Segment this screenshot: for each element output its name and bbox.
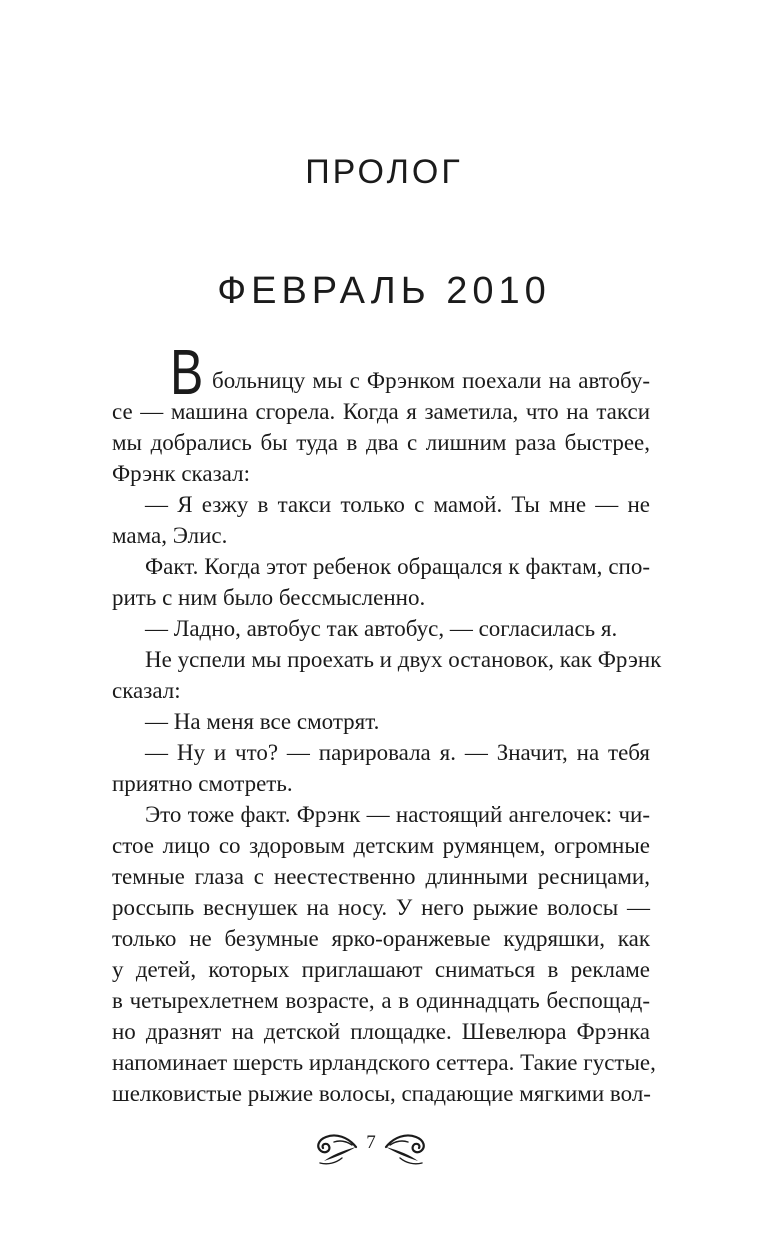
text-line: шелковистые рыжие волосы, спадающие мягкими вол-: [112, 1081, 651, 1106]
text-line: се — машина сгорела. Когда я заметила, что на такси: [112, 399, 650, 424]
text-line: темные глаза с неестественно длинными ресницами,: [112, 864, 650, 889]
section-title: ПРОЛОГ: [305, 153, 463, 191]
text-line: но дразнят на детской площадке. Шевелюра Фрэнка: [112, 1019, 650, 1044]
text-line: — Я езжу в такси только с мамой. Ты мне — не: [145, 492, 650, 517]
text-line: больницу мы с Фрэнком поехали на автобу-: [212, 368, 650, 393]
text-line: мама, Элис.: [112, 523, 228, 548]
page-number: 7: [366, 1132, 376, 1153]
text-line: россыпь веснушек на носу. У него рыжие волосы —: [112, 895, 650, 920]
chapter-title: ФЕВРАЛЬ 2010: [217, 270, 551, 312]
text-line: сказал:: [112, 678, 181, 703]
text-line: — На меня все смотрят.: [145, 709, 380, 734]
drop-cap: В: [170, 336, 204, 408]
text-line: мы добрались бы туда в два с лишним раза быстрее,: [112, 430, 650, 455]
text-line: Фрэнк сказал:: [112, 461, 250, 486]
text-line: Не успели мы проехать и двух остановок, как Фрэнк: [145, 647, 662, 672]
text-line: рить с ним было бессмысленно.: [112, 585, 426, 610]
text-line: стое лицо со здоровым детским румянцем, огромные: [112, 833, 650, 858]
text-line: у детей, которых приглашают сниматься в рекламе: [112, 957, 650, 982]
text-line: напоминает шерсть ирландского сеттера. Такие густые,: [112, 1050, 656, 1075]
text-line: — Ладно, автобус так автобус, — согласилась я.: [145, 616, 618, 641]
text-line: в четырехлетнем возрасте, а в одиннадцать беспощад-: [112, 988, 650, 1013]
text-line: Это тоже факт. Фрэнк — настоящий ангелочек: чи-: [145, 802, 650, 827]
text-line: — Ну и что? — парировала я. — Значит, на тебя: [145, 740, 650, 765]
flourish-right-icon: [384, 1127, 430, 1172]
text-line: только не безумные ярко-оранжевые кудряшки, как: [112, 926, 650, 951]
text-line: приятно смотреть.: [112, 771, 293, 796]
text-line: Факт. Когда этот ребенок обращался к фактам, спо-: [145, 554, 650, 579]
flourish-left-icon: [312, 1127, 358, 1172]
page-footer: [0, 1125, 768, 1175]
